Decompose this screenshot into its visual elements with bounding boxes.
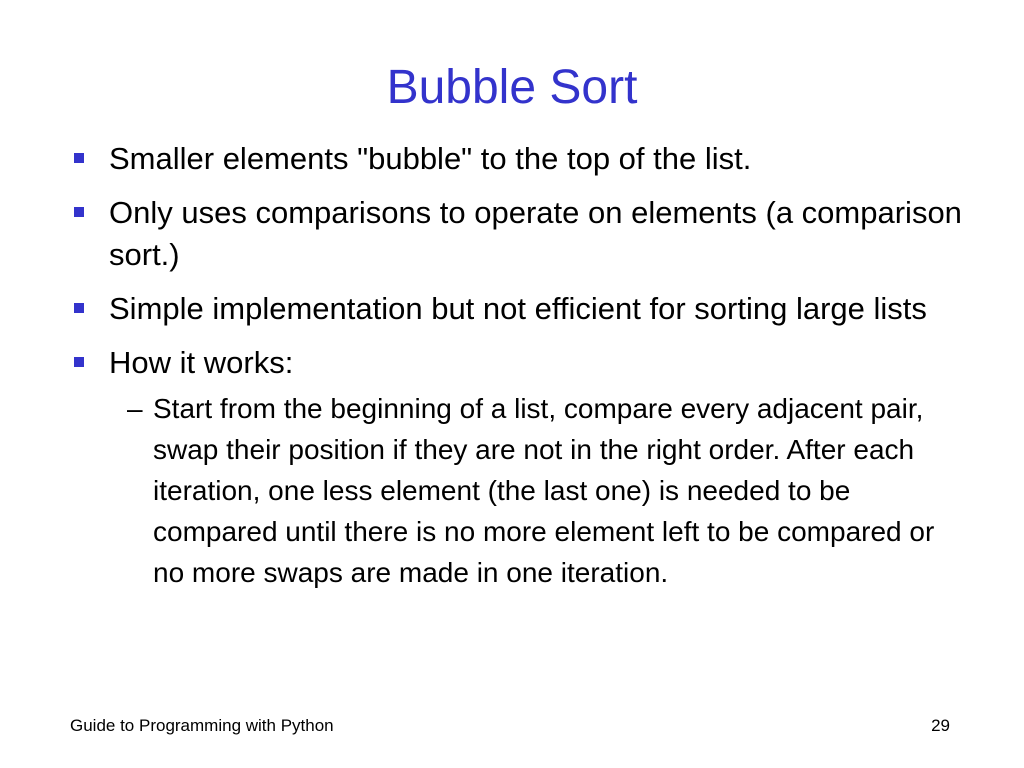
- sub-bullet-list: [109, 388, 972, 593]
- slide-title: Bubble Sort: [386, 61, 638, 114]
- bullet-list: [72, 138, 972, 605]
- bullet-item: [72, 342, 972, 593]
- bullet-text: Smaller elements "bubble" to the top of the list.: [109, 141, 752, 176]
- bullet-item: [72, 288, 972, 330]
- dash-bullet-icon: –: [127, 393, 143, 424]
- bullet-text: How it works:: [109, 345, 294, 380]
- sub-bullet-item: [109, 388, 953, 593]
- bullet-text: Only uses comparisons to operate on elements (a comparison sort.): [109, 195, 962, 272]
- square-bullet-icon: [74, 207, 84, 217]
- square-bullet-icon: [74, 303, 84, 313]
- sub-bullet-text: Start from the beginning of a list, compare every adjacent pair, swap their position if they are not in the right order. After each iteration, one less element (the last one) is needed to be compared until there is no more element left to be compared or no more swaps are made in one iteration.: [153, 393, 935, 588]
- square-bullet-icon: [74, 153, 84, 163]
- footer-course-title: Guide to Programming with Python: [70, 716, 334, 735]
- square-bullet-icon: [74, 357, 84, 367]
- bullet-text: Simple implementation but not efficient for sorting large lists: [109, 291, 927, 326]
- bullet-item: [72, 138, 972, 180]
- bullet-item: [72, 192, 972, 276]
- page-number: 29: [931, 716, 950, 735]
